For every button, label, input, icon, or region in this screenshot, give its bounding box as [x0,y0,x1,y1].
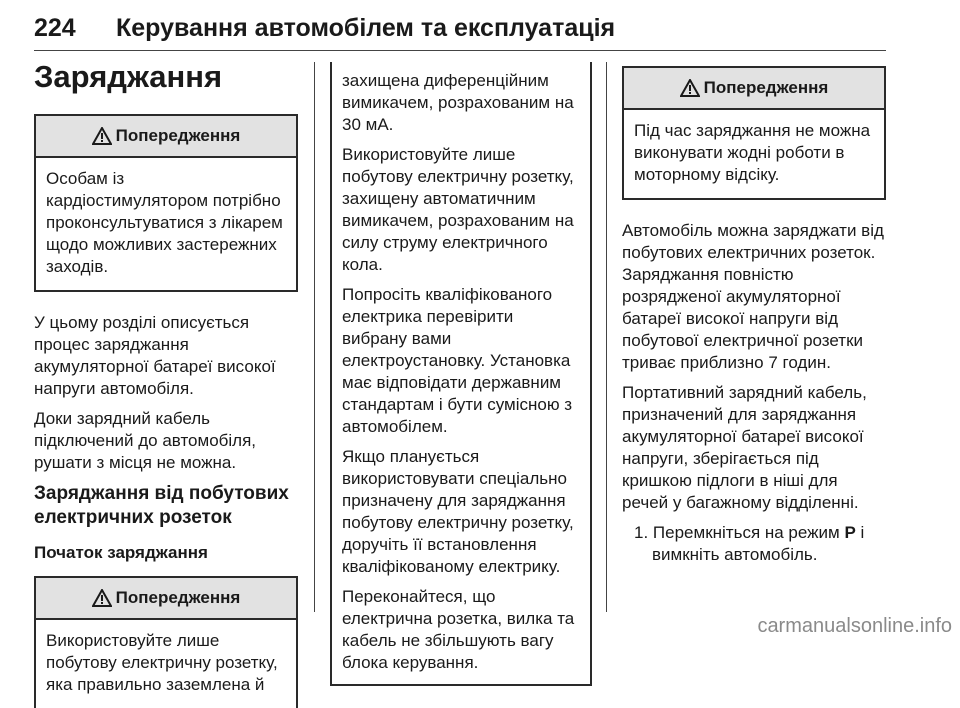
step-number: 1. [634,523,649,542]
page-number: 224 [34,14,76,42]
warning-triangle-icon [92,127,112,145]
paragraph: Якщо планується використовувати спеціально призначену для заряджання побутову електричну розетку, доручіть її встановлення кваліфікованому електрику. [342,447,574,576]
page-header [34,10,886,51]
warning-box [622,66,886,200]
warning-text: Під час заряджання не можна виконувати жодні роботи в моторному відсіку. [634,121,871,184]
warning-title: Попередження [115,126,241,145]
column-divider [314,62,315,612]
warning-header [36,116,296,158]
watermark: carmanualsonline.info [757,615,952,637]
subsubheading: Початок заряджання [34,543,208,562]
column-2 [330,64,592,706]
column-3 [622,66,886,566]
paragraph: захищена диференційним вимикачем, розрахованим на 30 мА. [342,71,574,134]
paragraph: Автомобіль можна заряджати від побутових електричних розеток. Заряджання повністю розрядженої акумуляторної батареї високої напруги від побутової електричної розетки триває приблизно 7 годин. [622,221,884,372]
warning-title: Попередження [115,588,241,607]
column-1 [34,58,298,708]
warning-text: Особам із кардіостимулятором потрібно проконсультуватися з лікарем щодо можливих застережних заходів. [46,169,283,276]
page-title: Керування автомобілем та експлуатація [116,14,616,42]
section-title: Заряджання [34,59,223,94]
warning-box [34,576,298,708]
step-list [622,522,886,566]
warning-triangle-icon [680,79,700,97]
warning-header [36,578,296,620]
gear-label: P [844,523,856,542]
warning-header [624,68,884,110]
paragraph: У цьому розділі описується процес заряджання акумуляторної батареї високої напруги автомобіля. [34,313,276,398]
paragraph: Використовуйте лише побутову електричну розетку, захищену автоматичним вимикачем, розрахованим на силу струму електричного кола. [342,145,574,274]
column-divider [606,62,607,612]
paragraph: Попросіть кваліфікованого електрика перевірити вибрану вами електроустановку. Установка має відповідати державним стандартам і бути сумісною з автомобілем. [342,285,573,436]
paragraph: Переконайтеся, що електрична розетка, вилка та кабель не збільшують вагу блока керування. [342,587,575,672]
warning-text: Використовуйте лише побутову електричну розетку, яка правильно заземлена й [46,631,278,694]
step-text: Перемкніться на режим [652,523,840,542]
step-item [634,522,886,566]
warning-triangle-icon [92,589,112,607]
subheading: Заряджання від побутових електричних розеток [34,483,289,528]
warning-box [34,114,298,292]
paragraph: Портативний зарядний кабель, призначений для заряджання акумуляторної батареї високої напруги, зберігається під кришкою підлоги в ніші для речей у багажному відділенні. [622,383,867,512]
paragraph: Доки зарядний кабель підключений до автомобіля, рушати з місця не можна. [34,409,257,472]
step-text: і вимкніть автомобіль. [652,523,865,564]
warning-box-continued [330,62,592,686]
warning-title: Попередження [703,78,829,97]
